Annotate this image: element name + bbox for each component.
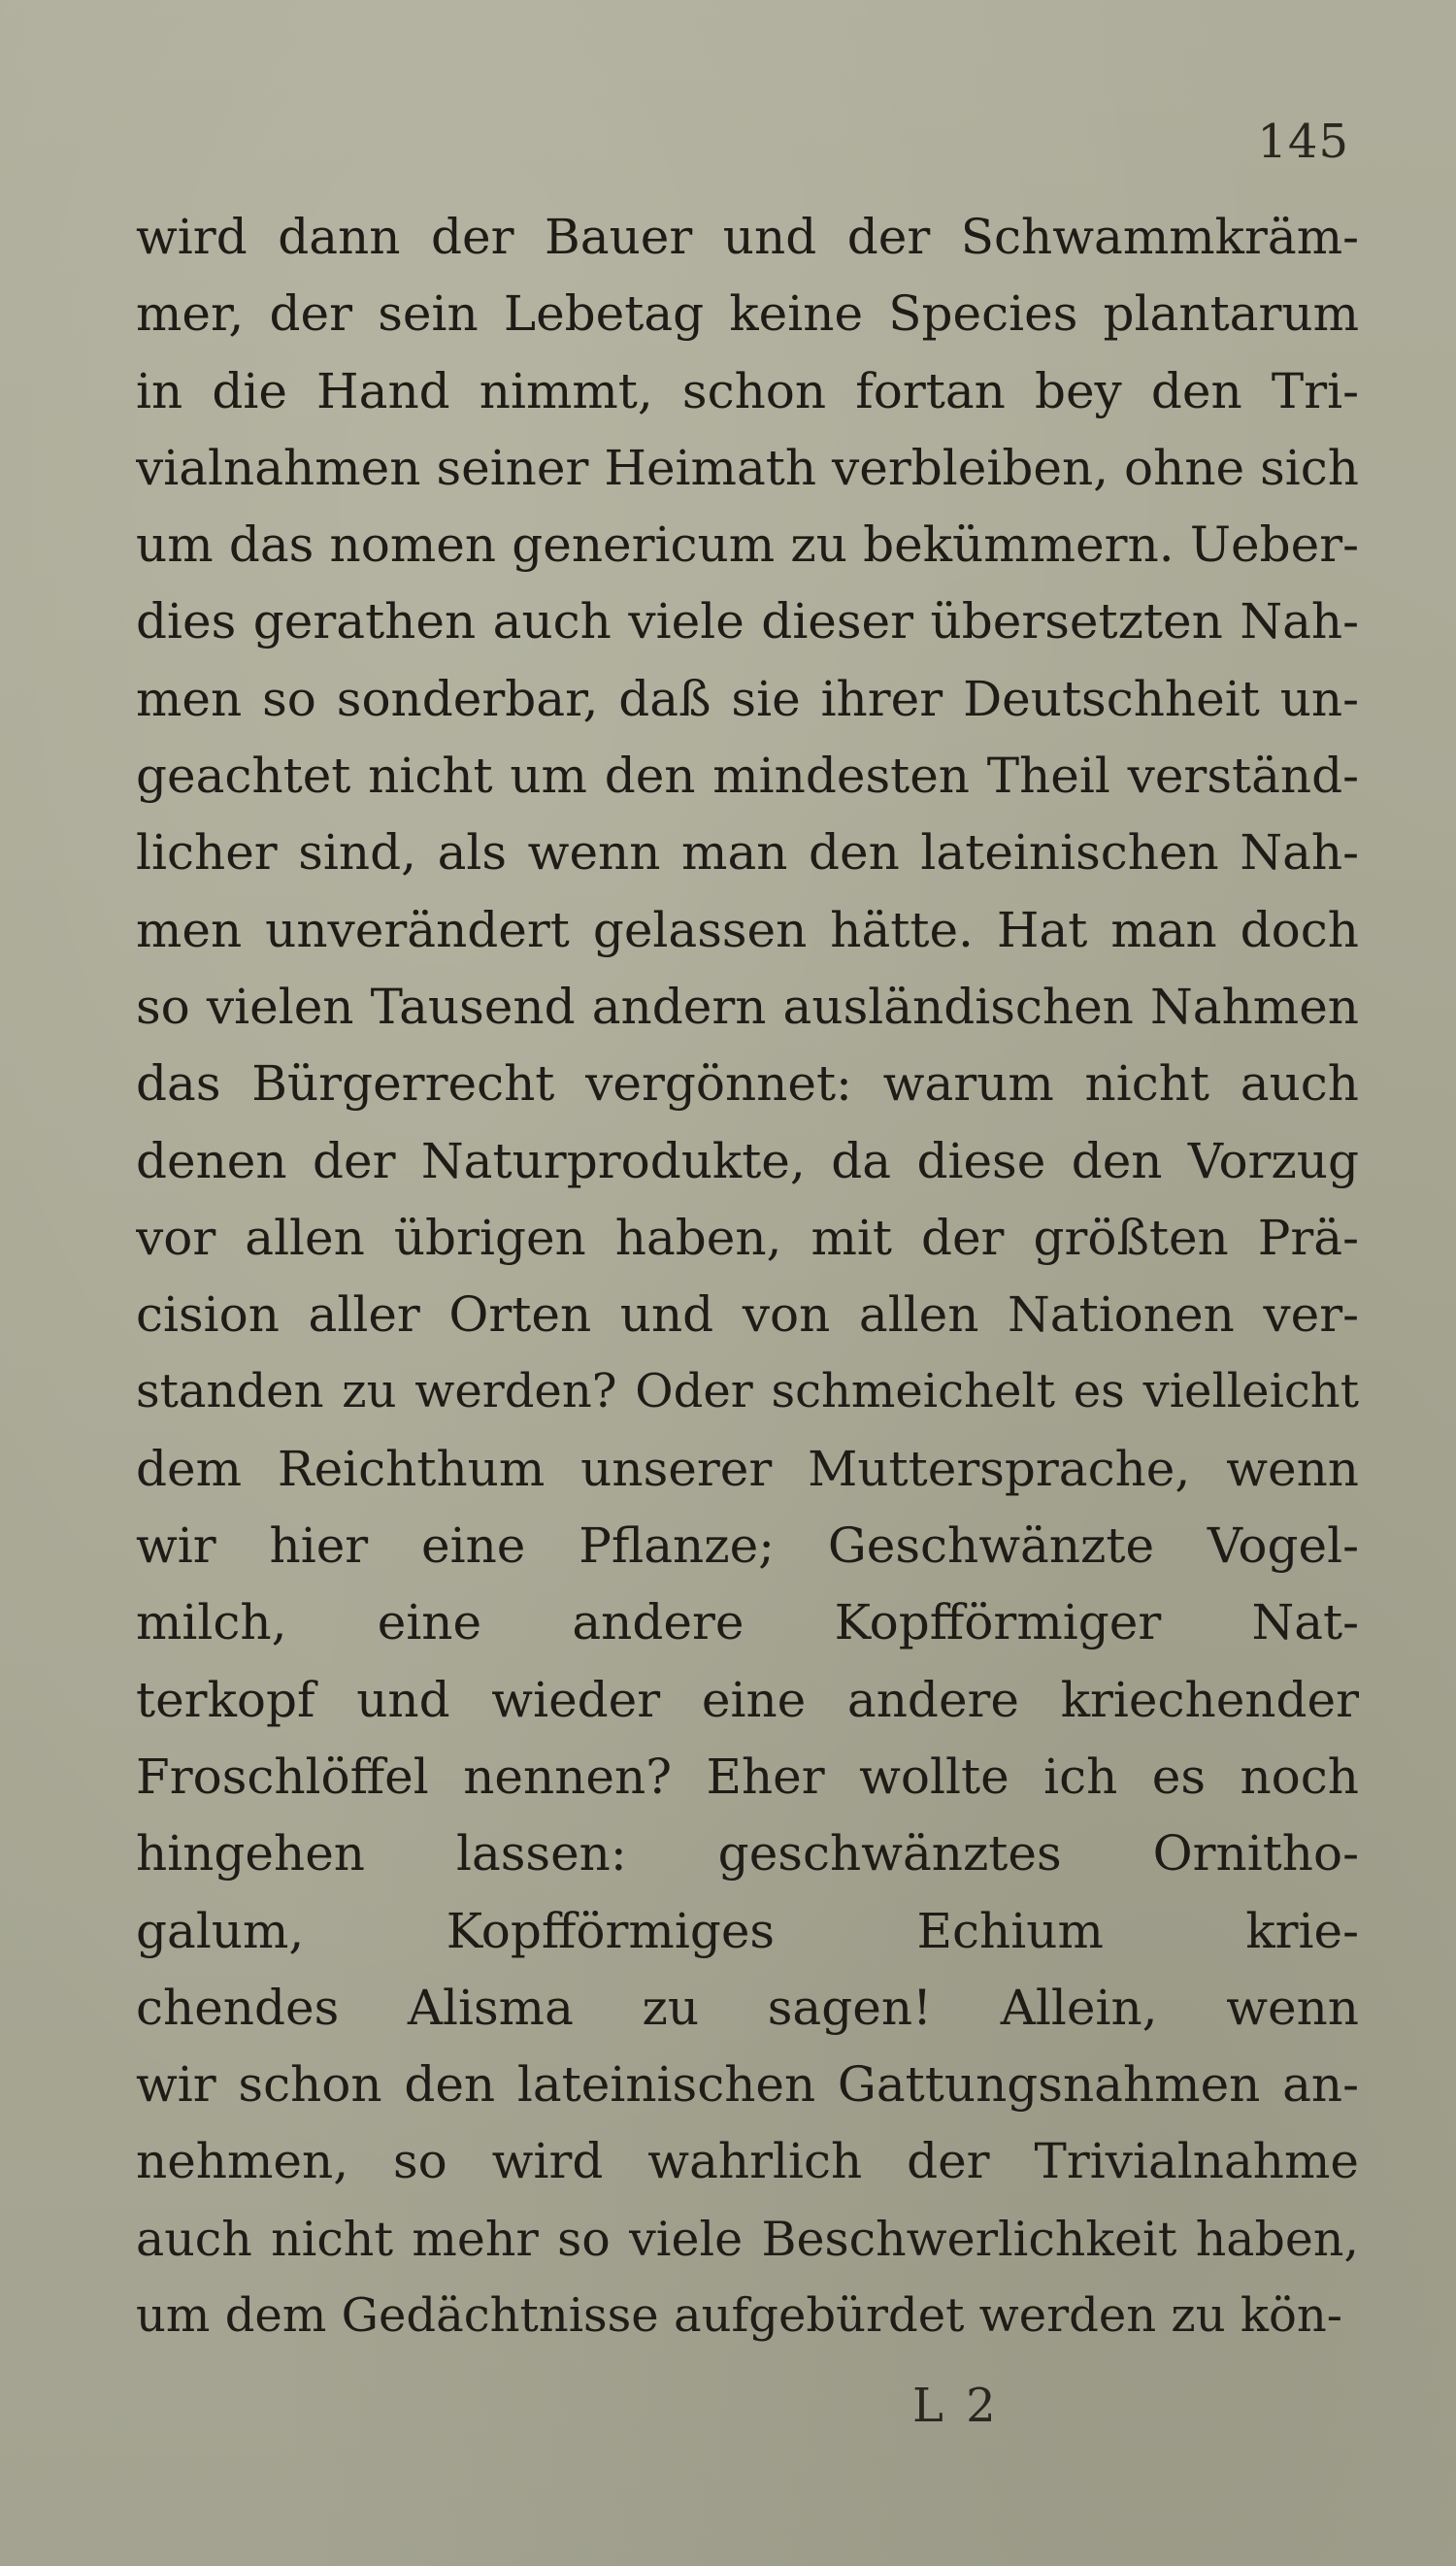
text-line: chendes Alisma zu sagen! Allein, wenn bbox=[136, 1979, 1359, 2036]
text-line: um dem Gedächtnisse aufgebürdet werden zu kön- bbox=[136, 2288, 1342, 2344]
text-line: hingehen lassen: geschwänztes Ornitho- bbox=[136, 1825, 1359, 1883]
text-line: um das nomen genericum zu bekümmern. Ueber- bbox=[136, 517, 1359, 574]
text-line: wir schon den lateinischen Gattungsnahmen an- bbox=[136, 2056, 1359, 2114]
text-line: milch, eine andere Kopfförmiger Nat- bbox=[136, 1594, 1359, 1651]
text-line: vialnahmen seiner Heimath verbleiben, ohne sich bbox=[136, 439, 1359, 496]
text-line: in die Hand nimmt, schon fortan bey den Tri- bbox=[136, 362, 1359, 419]
text-line: galum, Kopfförmiges Echium krie- bbox=[136, 1902, 1359, 1959]
text-line: standen zu werden? Oder schmeichelt es vielleicht bbox=[136, 1364, 1359, 1419]
text-line: wird dann der Bauer und der Schwammkräm- bbox=[136, 209, 1359, 265]
text-line: nehmen, so wird wahrlich der Trivialnahme bbox=[136, 2133, 1359, 2190]
text-line: men so sonderbar, daß sie ihrer Deutschheit un- bbox=[136, 670, 1359, 727]
text-line: auch nicht mehr so viele Beschwerlichkeit haben, bbox=[136, 2211, 1359, 2267]
text-line: so vielen Tausend andern ausländischen Nahmen bbox=[136, 978, 1359, 1035]
text-line: terkopf und wieder eine andere kriechender bbox=[136, 1671, 1359, 1728]
text-line: vor allen übrigen haben, mit der größten Prä- bbox=[136, 1209, 1359, 1266]
text-line: dem Reichthum unserer Muttersprache, wenn bbox=[136, 1440, 1359, 1497]
text-line: Froschlöffel nennen? Eher wollte ich es noch bbox=[136, 1748, 1359, 1805]
text-line: das Bürgerrecht vergönnet: warum nicht auch bbox=[136, 1055, 1359, 1113]
text-line: mer, der sein Lebetag keine Species plantarum bbox=[136, 285, 1359, 343]
text-line: dies gerathen auch viele dieser übersetzten Nah- bbox=[136, 593, 1359, 650]
body-text bbox=[136, 199, 1359, 2354]
page-number: 145 bbox=[1257, 115, 1349, 169]
text-line: geachtet nicht um den mindesten Theil verständ- bbox=[136, 748, 1359, 805]
text-line: licher sind, als wenn man den lateinischen Nah- bbox=[136, 824, 1359, 882]
signature-mark: L 2 bbox=[912, 2379, 1000, 2433]
text-line: men unverändert gelassen hätte. Hat man doch bbox=[136, 901, 1359, 958]
text-line: cision aller Orten und von allen Nationen ver- bbox=[136, 1286, 1359, 1344]
text-line: wir hier eine Pflanze; Geschwänzte Vogel- bbox=[136, 1517, 1359, 1575]
text-line: denen der Naturprodukte, da diese den Vorzug bbox=[136, 1132, 1359, 1189]
